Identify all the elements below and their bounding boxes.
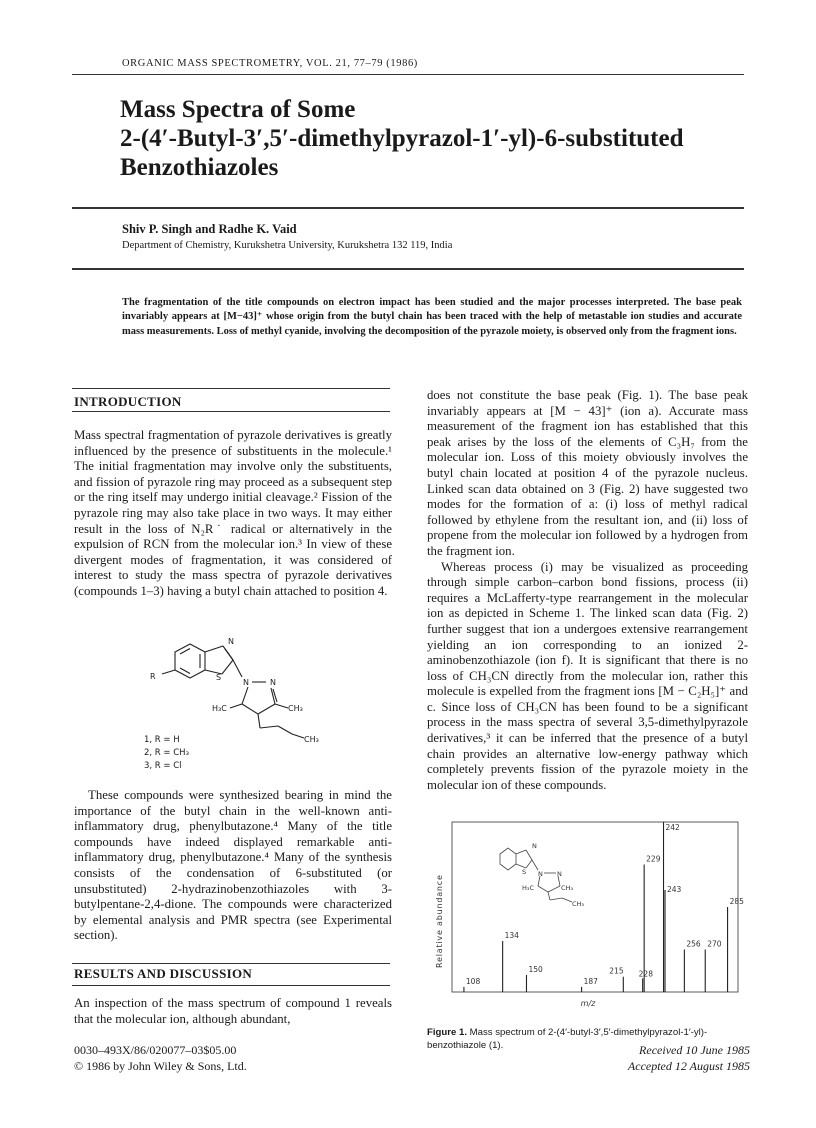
peak-label-242: 242	[665, 823, 680, 832]
intro-paragraph-1	[74, 428, 392, 600]
peak-label-229: 229	[646, 854, 661, 864]
author-list: Shiv P. Singh and Radhe K. Vaid	[122, 222, 297, 236]
peak-label-243: 243	[667, 885, 682, 894]
peak-label-134: 134	[504, 931, 519, 940]
inset-atom-ch3b: CH₃	[572, 900, 585, 908]
title-rule	[72, 207, 744, 209]
abstract: The fragmentation of the title compounds on electron impact has been studied and the major processes interpreted. The base peak invariably appears at [M−43]⁺ whose origin from the butyl chain has been traced with the help of metastable ion studies and accurate mass measurements. Loss of methyl cyanide, involving the decomposition of the pyrazole moiety, is observed only from the fragment ions.	[122, 297, 742, 337]
article-title	[120, 95, 760, 182]
peaks-layer	[464, 822, 728, 992]
peak-label-215: 215	[609, 966, 624, 976]
journal-header: ORGANIC MASS SPECTROMETRY, VOL. 21, 77–79 (1986)	[122, 58, 418, 69]
atom-n-thiazole: N	[228, 637, 234, 646]
section-heading-results: RESULTS AND DISCUSSION	[74, 966, 253, 981]
inset-atom-s: S	[522, 868, 527, 876]
atom-h3c: H₃C	[212, 704, 227, 713]
results-bottom-rule	[72, 985, 390, 986]
results-paragraph-1	[74, 996, 392, 1027]
accepted-date: Accepted 12 August 1985	[627, 1059, 750, 1073]
compound-3: 3, R = Cl	[144, 761, 182, 771]
affiliation: Department of Chemistry, Kurukshetra University, Kurukshetra 132 119, India	[122, 240, 453, 251]
right-p2-text: Whereas process (i) may be visualized as proceeding through simple carbon–carbon bond fissions, process (ii) requires a McLafferty-type rearrangement in the molecular ion as depicted in Scheme 1. The linked scan data (Fig. 2) further suggest that ion a undergoes extensive rearrangement yielding an ion corresponding to an ionized 2-aminobenzothiazole (ion f). It is significant that there is no loss of CH₃CN directly from the molecular ion, rather this molecule is expelled from the fragment ions [M − C₂H₅]⁺ and c. Since loss of CH₃CN has been found to be a significant process in the mass spectra of several 3,5-dimethylpyrazole derivatives,³ it can be inferred that the presence of a butyl chain provides an alternative low-energy pathway which completely prevents fission of the pyrazole moiety in the molecular ion of these compounds.	[427, 559, 748, 792]
inset-atom-n1: N	[532, 842, 537, 850]
peak-label-228: 228	[638, 969, 653, 979]
intro-bottom-rule	[72, 411, 390, 412]
compound-list	[144, 734, 189, 773]
x-axis-label: m/z	[580, 999, 596, 1008]
intro-paragraph-2	[74, 788, 392, 944]
title-line-1: Mass Spectra of Some	[120, 96, 356, 123]
article-code: 0030–493X/86/020077–03$05.00	[74, 1043, 237, 1057]
intro-p2-text: These compounds were synthesized bearing in mind the importance of the butyl chain in the well-known anti-inflammatory drug, phenylbutazone.⁴ Many of the title compounds have indeed displayed remarkable anti-inflammatory drug, phenylbutazone.⁴ Many of the synthesis consists of the condensation of 6-substituted (or unsubstituted) 2-hydrazinobenzothiazoles with 3-butylpentane-2,4-dione. The compounds were characterized by elemental analysis and PMR spectra (see Experimental section).	[74, 788, 392, 943]
inset-atom-ch3a: CH₃	[561, 884, 574, 892]
compound-1: 1, R = H	[144, 735, 180, 745]
header-rule	[72, 74, 744, 75]
atom-ch3-chain: CH₃	[304, 735, 319, 744]
peak-labels-layer	[466, 823, 744, 986]
y-axis-label: Relative abundance	[435, 874, 444, 968]
atom-ch3-right: CH₃	[288, 704, 303, 713]
right-column-text	[427, 388, 748, 793]
inset-atom-n3: N	[557, 870, 562, 878]
atom-n-pyrazole-2: N	[270, 678, 276, 687]
intro-top-rule	[72, 388, 390, 389]
title-line-3: Benzothiazoles	[120, 154, 279, 181]
peak-label-150: 150	[528, 965, 543, 974]
atom-n-pyrazole-1: N	[243, 678, 249, 687]
inset-atom-h3c: H₃C	[522, 884, 535, 892]
section-heading-introduction: INTRODUCTION	[74, 394, 182, 409]
plot-frame	[452, 822, 738, 992]
atom-r: R	[150, 672, 156, 681]
results-top-rule	[72, 963, 390, 964]
peak-label-285: 285	[729, 897, 744, 906]
title-line-2: 2-(4′-Butyl-3′,5′-dimethylpyrazol-1′-yl)-6-substituted	[120, 125, 684, 152]
compound-structure	[140, 622, 350, 742]
received-date: Received 10 June 1985	[639, 1043, 750, 1057]
figure-caption-label: Figure 1.	[427, 1027, 467, 1038]
inset-atom-n2: N	[538, 870, 543, 878]
atom-s: S	[216, 673, 222, 682]
footer-left	[74, 1042, 247, 1074]
peak-label-270: 270	[707, 939, 722, 949]
peak-label-187: 187	[583, 976, 598, 986]
peak-label-108: 108	[465, 976, 481, 986]
right-p1-text: does not constitute the base peak (Fig. 1). The base peak invariably appears at [M − 43]⁺ (ion a). Accurate mass measurement of the fragment ion has established that this peak arises by the loss of the elements of C₃H₇ from the molecular ion. Loss of this moiety obviously involves the butyl chain located at position 4 of the pyrazole nucleus. Linked scan data obtained on 3 (Fig. 2) have suggested two modes for the formation of a: (i) loss of methyl radical followed by ethylene from the resultant ion, and (ii) loss of propene from the molecular ion followed by a hydrogen from the fragment ion.	[427, 388, 748, 558]
peak-label-256: 256	[686, 939, 701, 949]
intro-p1-text: Mass spectral fragmentation of pyrazole derivatives is greatly influenced by the presence of substituents in the molecule.¹ The initial fragmentation may involve only the substituents, and fission of pyrazole ring may proceed as a subsequent step or the ring itself may undergo initial cleavage.² Fission of the pyrazole ring may also take place in two ways. It may either result in the loss of N₂R˙ radical or alternatively in the expulsion of RCN from the molecular ion.³ In view of these divergent modes of fragmentation, it was considered of interest to study the mass spectra of pyrazole derivatives (compounds 1–3) having a butyl chain attached to position 4.	[74, 428, 392, 598]
mass-spectrum-figure	[428, 818, 742, 1018]
figure-caption-text: Mass spectrum of 2-(4′-butyl-3′,5′-dimethylpyrazol-1′-yl)-benzothiazole (1).	[427, 1027, 708, 1051]
results-p1-text: An inspection of the mass spectrum of compound 1 reveals that the molecular ion, although abundant,	[74, 996, 392, 1026]
footer-right	[560, 1042, 750, 1074]
copyright-notice: © 1986 by John Wiley & Sons, Ltd.	[74, 1059, 247, 1073]
compound-2: 2, R = CH₃	[144, 748, 189, 758]
affiliation-rule	[72, 268, 744, 270]
